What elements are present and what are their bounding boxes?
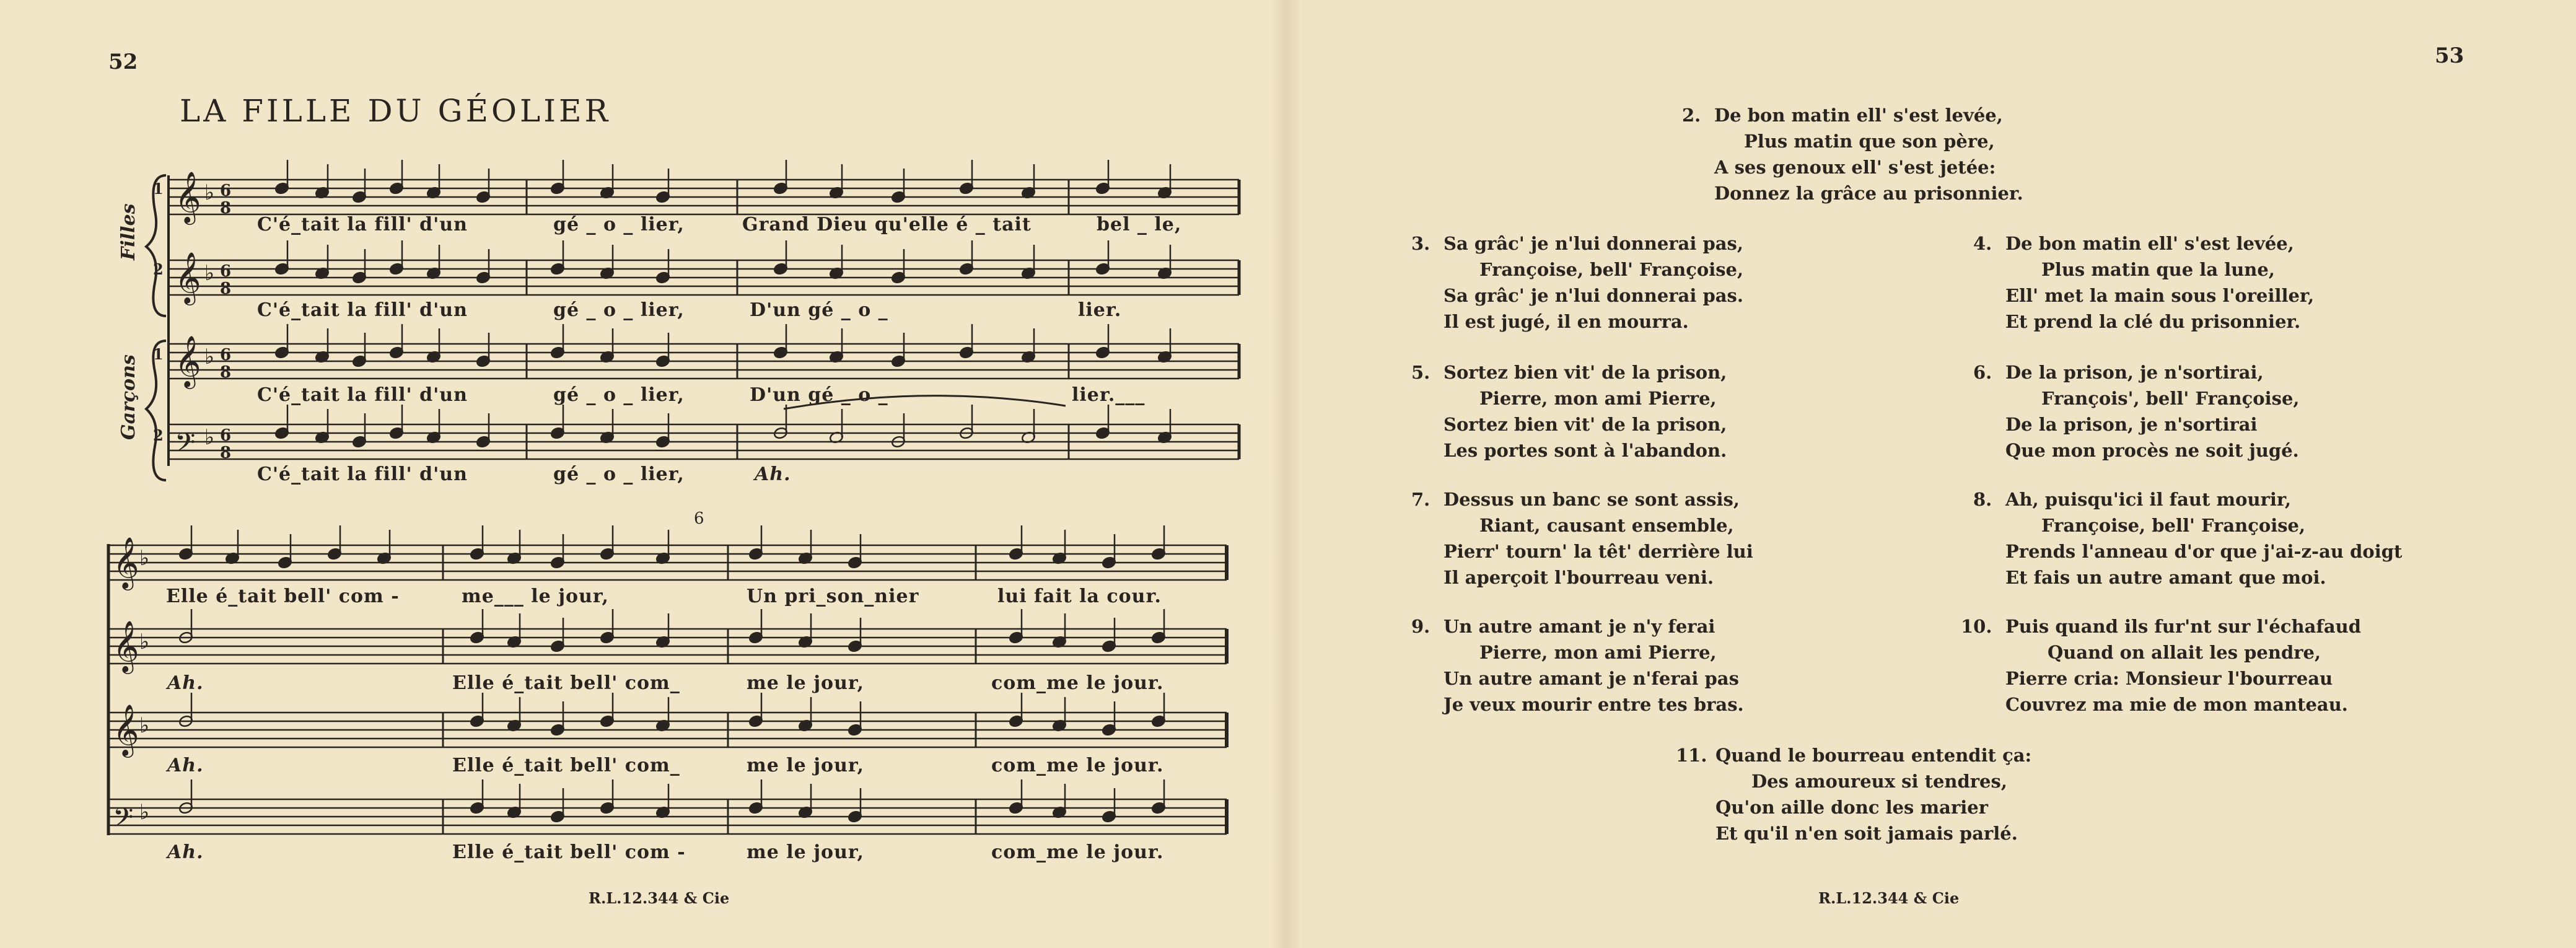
verse-number: 6. [1973,362,1992,383]
verse-number: 3. [1411,233,1430,254]
page-number-left: 52 [108,50,138,74]
lyric-s2-v1-m1: Elle é_tait bell' com - [166,586,400,607]
lyric-s1-v2-m4: lier. [1078,299,1122,321]
time-signature-6: 6 [220,426,232,445]
time-signature-8: 8 [220,444,232,462]
verse-line: Un autre amant je n'y ferai [1444,616,1715,637]
verse-line: Les portes sont à l'abandon. [1444,440,1727,461]
lyric-s1-v1-m4: bel _ le, [1097,214,1182,235]
voice-number-4: 2 [153,426,164,444]
flat-icon: ♭ [204,261,215,286]
clef-icon: 𝄞 [175,170,201,222]
footer-left: R.L.12.344 & Cie [589,889,730,907]
verse-10 [1961,613,2361,718]
lyric-s2-v4-m1: Ah. [167,841,204,863]
song-title: LA FILLE DU GÉOLIER [180,93,611,129]
time-signature-6: 6 [220,182,232,200]
time-signature-8: 8 [220,279,232,298]
verse-line: Que mon procès ne soit jugé. [2005,440,2299,461]
verse-line: Prends l'anneau d'or que j'ai-z-au doigt [2005,541,2403,562]
verse-line: François', bell' Françoise, [2041,388,2300,409]
time-signature-8: 8 [220,363,232,382]
verse-number: 7. [1411,489,1430,510]
lyric-s1-v1-m2: gé _ o _ lier, [553,214,685,235]
flat-icon: ♭ [139,800,150,825]
lyric-s2-v2-m2: Elle é_tait bell' com_ [452,672,680,694]
lyric-s1-v3-m3: D'un gé _ o _ [750,384,888,406]
clef-icon: 𝄢 [175,428,196,465]
voice-number-2: 2 [153,260,164,278]
lyric-s1-v4-m3: Ah. [755,463,791,485]
lyric-s2-v1-m2: me___ le jour, [462,586,609,607]
lyric-s1-v4-m1: C'é_tait la fill' d'un [257,463,468,485]
verse-number: 11. [1676,745,1707,766]
lyric-s1-v1-m3: Grand Dieu qu'elle é _ tait [742,214,1032,235]
verse-number: 2. [1682,105,1701,126]
verse-line: Couvrez ma mie de mon manteau. [2005,694,2348,715]
verse-number: 4. [1973,233,1992,254]
verse-line: Des amoureux si tendres, [1751,771,2007,792]
flat-icon: ♭ [139,630,150,654]
verse-number: 10. [1961,616,1992,637]
verse-line: Un autre amant je n'ferai pas [1444,668,1739,689]
clef-icon: 𝄞 [175,335,201,387]
verse-line: A ses genoux ell' s'est jetée: [1714,157,1996,178]
clef-icon: 𝄞 [113,620,139,672]
verse-5 [1411,359,1727,463]
lyric-s1-v2-m3: D'un gé _ o _ [750,299,888,321]
verse-4 [1973,230,2314,335]
verse-line: Et qu'il n'en soit jamais parlé. [1715,823,2018,844]
verse-line: Riant, causant ensemble, [1479,515,1734,536]
verse-line: De la prison, je n'sortirai, [2005,362,2264,383]
verse-line: De bon matin ell' s'est levée, [1714,105,2003,126]
time-signature-6: 6 [220,346,232,364]
voice-number-3: 1 [153,345,164,363]
lyric-s1-v4-m2: gé _ o _ lier, [553,463,685,485]
verse-line: Sortez bien vit' de la prison, [1444,414,1727,435]
flat-icon: ♭ [139,546,150,571]
verse-7 [1411,486,1753,590]
verse-line: Sortez bien vit' de la prison, [1444,362,1727,383]
verse-line: Dessus un banc se sont assis, [1444,489,1740,510]
verse-line: Puis quand ils fur'nt sur l'échafaud [2005,616,2361,637]
verse-line: Françoise, bell' Françoise, [2041,515,2306,536]
verse-line: Et prend la clé du prisonnier. [2005,311,2301,332]
clef-icon: 𝄞 [113,703,139,755]
lyric-s2-v4-m2: Elle é_tait bell' com - [452,841,686,863]
lyric-s1-v3-m1: C'é_tait la fill' d'un [257,384,468,406]
verse-line: Plus matin que son père, [1744,131,1995,152]
verse-number: 5. [1411,362,1430,383]
flat-icon: ♭ [204,345,215,369]
verse-line: Pierre, mon ami Pierre, [1479,388,1717,409]
lyric-s2-v3-m3: me le jour, [747,755,864,776]
part-label-filles: Filles [118,203,139,260]
lyric-s2-v4-m4: com_me le jour. [991,841,1164,863]
verse-line: Il est jugé, il en mourra. [1444,311,1689,332]
flat-icon: ♭ [204,180,215,205]
voice-number-1: 1 [153,180,164,198]
lyric-s1-v1-m1: C'é_tait la fill' d'un [257,214,468,235]
lyric-s2-v1-m4: lui fait la cour. [997,586,1162,607]
verse-line: Je veux mourir entre tes bras. [1444,694,1744,715]
verse-line: Ell' met la main sous l'oreiller, [2005,285,2315,306]
lyric-s1-v2-m2: gé _ o _ lier, [553,299,685,321]
verse-9 [1411,613,1744,718]
verse-6 [1973,359,2300,463]
verse-number: 8. [1973,489,1992,510]
verse-line: Donnez la grâce au prisonnier. [1714,183,2023,204]
lyric-s1-v2-m1: C'é_tait la fill' d'un [257,299,468,321]
verse-line: Et fais un autre amant que moi. [2005,567,2326,588]
clef-icon: 𝄞 [113,536,139,588]
page-number-right: 53 [2435,43,2464,68]
verse-line: Qu'on aille donc les marier [1715,797,1988,818]
clef-icon: 𝄢 [113,802,134,840]
verse-8 [1973,486,2402,590]
verse-2 [1682,102,2023,206]
verse-line: Pierre cria: Monsieur l'bourreau [2005,668,2333,689]
verse-line: De la prison, je n'sortirai [2005,414,2258,435]
lyric-s1-v3-m4: lier.___ [1072,384,1146,406]
lyric-s2-v3-m4: com_me le jour. [991,755,1164,776]
part-label-garcons: Garçons [118,354,139,440]
flat-icon: ♭ [204,425,215,450]
flat-icon: ♭ [139,713,150,738]
time-signature-8: 8 [220,199,232,217]
verse-line: Pierre, mon ami Pierre, [1479,642,1717,663]
verse-3 [1411,230,1743,335]
lyric-s1-v3-m2: gé _ o _ lier, [553,384,685,406]
footer-right: R.L.12.344 & Cie [1818,889,1960,907]
verse-line: Françoise, bell' Françoise, [1479,259,1744,280]
lyric-s2-v2-m3: me le jour, [747,672,864,694]
verse-line: Quand on allait les pendre, [2048,642,2321,663]
verse-line: Il aperçoit l'bourreau veni. [1444,567,1714,588]
clef-icon: 𝄞 [175,251,201,303]
verse-11 [1676,742,2031,846]
lyric-s2-v3-m1: Ah. [167,755,204,776]
verse-line: Sa grâc' je n'lui donnerai pas. [1444,285,1743,306]
verse-line: De bon matin ell' s'est levée, [2005,233,2294,254]
verse-number: 9. [1411,616,1430,637]
lyric-s2-v1-m3: Un pri_son_nier [747,586,919,607]
verse-line: Ah, puisqu'ici il faut mourir, [2005,489,2292,510]
verse-line: Pierr' tourn' la têt' derrière lui [1444,541,1753,562]
time-signature-6: 6 [220,262,232,281]
lyric-s2-v2-m4: com_me le jour. [991,672,1164,694]
score-mark: 6 [694,509,704,528]
lyric-s2-v2-m1: Ah. [167,672,204,694]
verse-line: Sa grâc' je n'lui donnerai pas, [1444,233,1743,254]
verse-line: Quand le bourreau entendit ça: [1715,745,2032,766]
lyric-s2-v3-m2: Elle é_tait bell' com_ [452,755,680,776]
verse-line: Plus matin que la lune, [2041,259,2275,280]
lyric-s2-v4-m3: me le jour, [747,841,864,863]
